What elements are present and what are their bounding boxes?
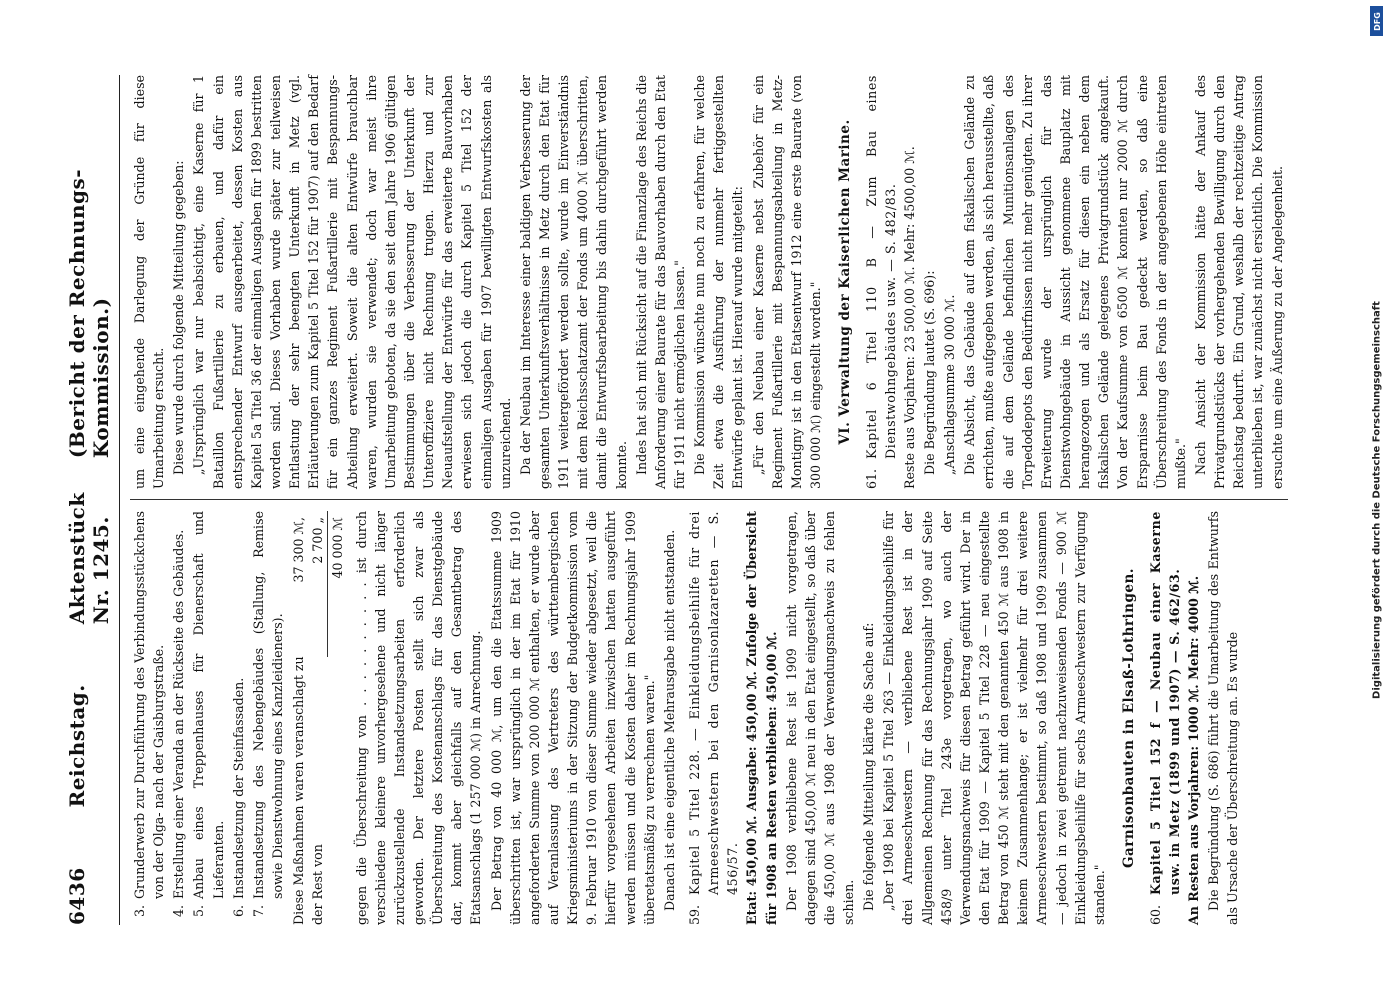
quote-paragraph: Indes hat sich mit Rücksicht auf die Finanzlage des Reichs die Anforderung einer Baurate für das Bauvorhaben durch den Etat für 1911 nicht ermöglichen lassen." — [633, 75, 687, 489]
paragraph: Etat: 450,00 ℳ. Ausgabe: 450,00 ℳ. Zufolge der Übersicht für 1908 an Resten verblieben: 450,00 ℳ. — [743, 511, 778, 925]
source-label: Reichstag. — [64, 684, 89, 808]
report-title: (Bericht der Rechnungs-Kommission.) — [64, 168, 113, 459]
quote-paragraph: Die Absicht, das Gebäude auf dem fiskalischen Gelände zu errichten, mußte aufgegeben werden, als sich herausstellte, daß die auf dem Gelände befindlichen Munitionsanlagen des Torpedodepots den Bedürfnissen nicht mehr genügten. Zu ihrer Erweiterung wurde der ursprünglich für das Dienstwohngebäude in Aussicht genommene Bauplatz mit herangezogen und als Ersatz für diesen ein neben dem fiskalischen Gelände gelegenes Privatgrundstück angekauft. Von der Kaufsumme von 6500 ℳ konnten nur 2000 ℳ durch Ersparnisse beim Bau gedeckt werden, so daß eine Überschreitung des Fonds in der angegebenen Höhe eintreten mußte." — [961, 75, 1188, 489]
list-item: 6. Instandsetzung der Steinfassaden. — [230, 677, 246, 918]
text-columns — [130, 75, 1288, 925]
list-item: 3. Grunderwerb zur Durchführung des Verbindungsstückchens von der Olga- nach der Gaisburgstraße. — [131, 511, 166, 918]
paragraph: An Resten aus Vorjahren: 1000 ℳ. Mehr: 4000 ℳ. — [1185, 575, 1201, 925]
section-heading: VI. Verwaltung der Kaiserlichen Marine. — [836, 119, 853, 445]
paragraph: Der 1908 verbliebene Rest ist 1909 nicht vorgetragen, dagegen sind 450,00 ℳ neu in den Etat eingestellt, so daß über die 450,00 ℳ aus 1908 der Verwendungsnachweis zu fehlen schien. — [783, 511, 856, 925]
calc-label: Diese Maßnahmen waren veranschlagt zu — [290, 656, 306, 925]
paragraph: Die Begründung lautet (S. 696): — [921, 270, 937, 475]
quote-paragraph: Der Betrag von 40 000 ℳ, um den die Etatssumme 1909 überschritten ist, war ursprünglich in der im Etat für 1910 angeforderten Summe von 200 000 ℳ enthalten, er wurde aber auf Veranlassung des Vertreters des württembergischen Kriegsministeriums in der Sitzung der Budgetkommission vom 9. Februar 1910 von dieser Summe wieder abgesetzt, weil die hierfür vorgesehenen Arbeiten inzwischen hatten ausgeführt werden müssen und die Kosten daher im Rechnungsjahr 1909 überetatsmäßig zu verrechnen waren." — [488, 511, 657, 925]
paragraph: Reste aus Vorjahren: 23 500,00 ℳ. Mehr: 4500,00 ℳ. — [901, 146, 917, 489]
paragraph: Die folgende Mitteilung klärte die Sache auf: — [860, 622, 876, 911]
paragraph: Nach Ansicht der Kommission hätte der Ankauf des Privatgrundstücks der vorhergehenden Bewilligung durch den Reichstag bedurft. Ein Grund, weshalb der rechtzeitige Antrag unterblieben ist, war zunächst nicht ersichtlich. Die Kommission ersuchte um eine Äußerung zu der Angelegenheit. — [1192, 75, 1285, 489]
left-column — [130, 511, 1288, 925]
paragraph: Die Kommission wünschte nun noch zu erfahren, für welche Zeit etwa die Ausführung der nunmehr fertiggestellten Entwürfe geplant ist. Hierauf wurde mitgeteilt: — [691, 75, 745, 489]
document-page — [47, 35, 1337, 965]
paragraph: Diese wurde durch folgende Mitteilung gegeben: — [170, 160, 186, 475]
digitization-note — [1370, 6, 1383, 994]
funding-credit: Digitalisierung gefördert durch die Deutsche Forschungsgemeinschaft — [1371, 301, 1383, 699]
list-item: 4. Erstellung einer Veranda an der Rückseite des Gebäudes. — [170, 529, 186, 918]
paragraph: Danach ist eine eigentliche Mehrausgabe nicht entstanden. — [661, 529, 677, 911]
calc-amount: 37 300 ℳ, — [290, 517, 306, 583]
cost-calculation — [289, 511, 347, 925]
document-number: Aktenstück Nr. 1245. — [64, 492, 113, 625]
calc-amount: 2 700 „ — [309, 517, 325, 564]
calc-label: der Rest von — [309, 844, 325, 925]
page-header — [65, 75, 120, 925]
quote-paragraph: „Ursprünglich war nur beabsichtigt, eine Kaserne für 1 Bataillon Fußartillerie zu erbauen, und dafür ein entsprechender Entwurf ausgearbeitet, dessen Kosten aus Kapitel 5a Titel 36 der einmaligen Ausgaben für 1899 bestritten worden sind. Dieses Vorhaben wurde später zur teilweisen Entlastung der sehr beengten Unterkunft in Metz (vgl. Erläuterungen zum Kapitel 5 Titel 152 für 1907) auf den Bedarf für ein ganzes Regiment Fußartillerie mit Bespannungs-Abteilung erweitert. Soweit die alten Entwürfe brauchbar waren, wurden sie verwendet; doch war meist ihre Umarbeitung geboten, da sie den seit dem Jahre 1906 gültigen Bestimmungen über die Verbesserung der Unterkunft der Unteroffiziere nicht Rechnung trugen. Hierzu und zur Neuaufstellung der Entwürfe für das erweiterte Bauvorhaben erwiesen sich jedoch die durch Kapitel 5 Titel 152 der einmaligen Ausgaben für 1907 bewilligten Entwurfskosten als unzureichend. — [190, 75, 513, 489]
paragraph: gegen die Überschreitung von . . . . . . . . . . ist durch verschiedene kleinere unvorhergesehene und nicht länger zurückzustellende Instandsetzungsarbeiten erforderlich geworden. Der letztere Posten stellt sich zwar als Überschreitung des Kostenanschlags für das Dienstgebäude dar, kommt aber gleichfalls auf den Gesamtbetrag des Etatsanschlags (1 257 000 ℳ) in Anrechnung. — [353, 511, 483, 925]
quote-paragraph: „Der 1908 bei Kapitel 5 Titel 263 — Einkleidungsbeihilfe für drei Armeeschwestern — verbliebene Rest ist in der Allgemeinen Rechnung für das Rechnungsjahr 1909 auf Seite 458/9 unter Titel 243e vorgetragen, wo auch der Verwendungsnachweis für diesen Betrag geführt wird. Der in den Etat für 1909 — Kapitel 5 Titel 228 — neu eingestellte Betrag von 450 ℳ steht mit den genannten 450 ℳ aus 1908 in keinem Zusammenhange; er ist vielmehr für drei weitere Armeeschwestern bestimmt, so daß 1908 und 1909 zusammen — jedoch in zwei getrennt nachzuweisenden Fonds — 900 ℳ Einkleidungsbeihilfe für sechs Armeeschwestern zur Verfügung standen." — [880, 511, 1107, 925]
list-item: 5. Anbau eines Treppenhauses für Dienerschaft und Lieferanten. — [190, 511, 226, 918]
right-column — [130, 75, 1288, 489]
entry-heading: 61. Kapitel 6 Titel 110 B — Zum Bau eines Dienstwohngebäudes usw. — S. 482/83. — [863, 75, 898, 489]
quote-paragraph: Da der Neubau im Interesse einer baldigen Verbesserung der gesamten Unterkunftsverhältnisse in Metz durch den Etat für 1911 weitergefördert werden sollte, wurde im Einverständnis mit dem Reichsschatzamt der Fonds um 4000 ℳ überschritten, damit die Entwurfsbearbeitung bis dahin durchgeführt werden konnte. — [517, 75, 629, 489]
quote-paragraph: „Für den Neubau einer Kaserne nebst Zubehör für ein Regiment Fußartillerie mit Bespannungsabteilung in Metz-Montigny ist in den Etatsentwurf 1912 eine erste Baurate (von 300 000 ℳ) eingestellt worden." — [750, 75, 823, 489]
section-heading: Garnisonbauten in Elsaß-Lothringen. — [1120, 568, 1137, 869]
page-number: 6436 — [64, 867, 89, 925]
entry-heading: 60. Kapitel 5 Titel 152 f — Neubau einer Kaserne usw. in Metz (1899 und 1907) — S. 462/63. — [1147, 511, 1182, 925]
dfg-logo: DFG — [1370, 6, 1383, 36]
paragraph: Die Begründung (S. 686) führt die Umarbeitung des Entwurfs als Ursache der Überschreitung an. Es wurde — [1205, 511, 1240, 925]
entry-heading: 59. Kapitel 5 Titel 228. — Einkleidungsbeihilfe für drei Armeeschwestern bei den Garnisonlazaretten — S. 456/57. — [686, 511, 740, 925]
list-item: 7. Instandsetzung des Nebengebäudes (Stallung, Remise sowie Dienstwohnung eines Kanzleidieners). — [250, 511, 285, 918]
calc-total: 40 000 ℳ — [329, 517, 345, 579]
paragraph: um eine eingehende Darlegung der Gründe für diese Umarbeitung ersucht. — [131, 75, 166, 489]
quote-paragraph: „Anschlagsumme 30 000 ℳ. — [941, 294, 957, 475]
